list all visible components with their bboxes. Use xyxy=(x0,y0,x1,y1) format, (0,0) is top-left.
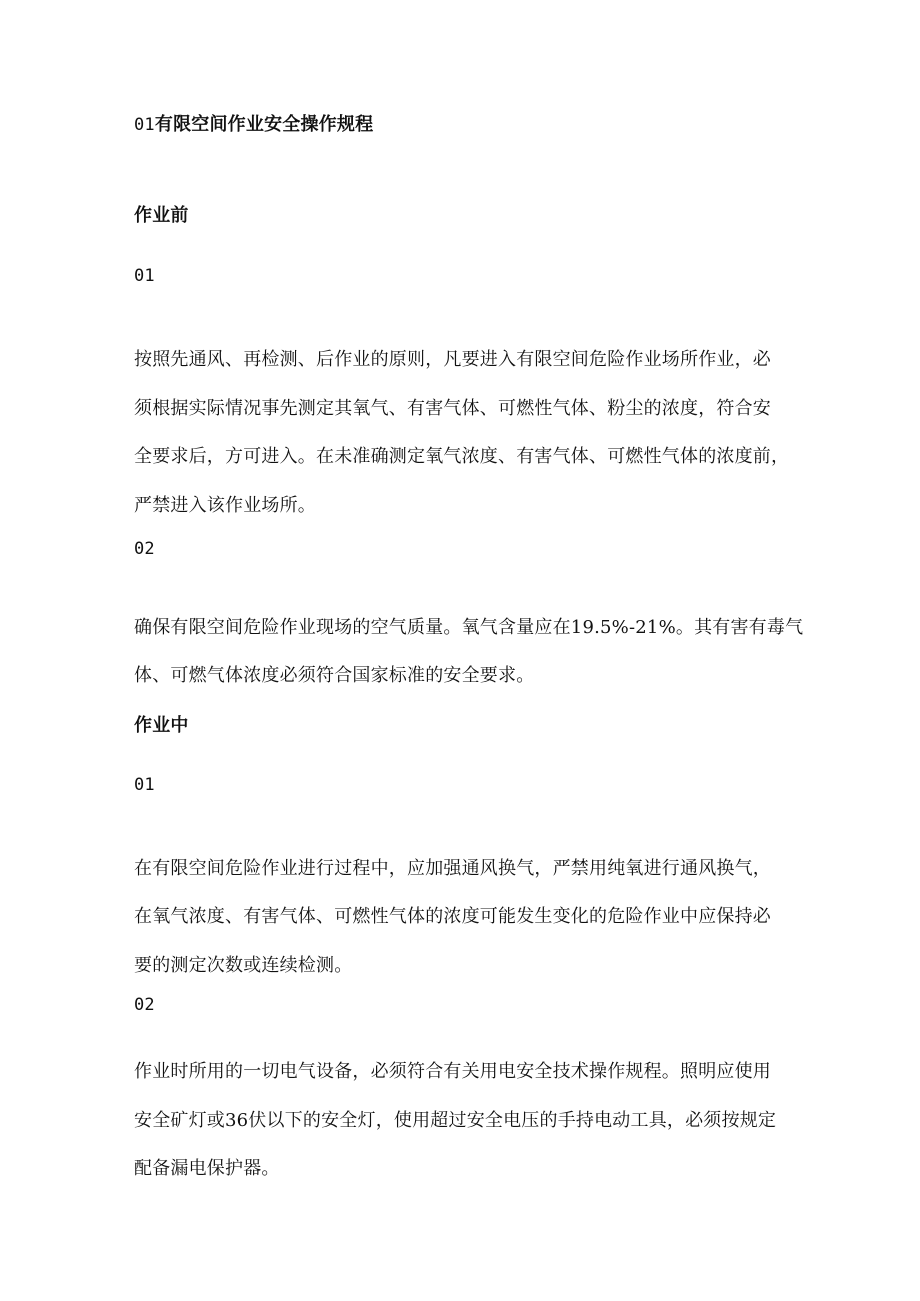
section-heading-during: 作业中 xyxy=(134,715,189,736)
paragraph-line: 体、可燃气体浓度必须符合国家标准的安全要求。 xyxy=(134,665,535,686)
title-prefix: 01 xyxy=(134,115,155,135)
paragraph-line: 安全矿灯或36伏以下的安全灯，使用超过安全电压的手持电动工具，必须按规定 xyxy=(134,1110,777,1131)
paragraph-line: 要的测定次数或连续检测。 xyxy=(134,955,353,976)
title-text: 有限空间作业安全操作规程 xyxy=(154,114,374,135)
document-title xyxy=(134,113,373,137)
paragraph-line: 在氧气浓度、有害气体、可燃性气体的浓度可能发生变化的危险作业中应保持必 xyxy=(134,906,771,927)
paragraph-line: 严禁进入该作业场所。 xyxy=(134,495,316,516)
paragraph-line: 须根据实际情况事先测定其氧气、有害气体、可燃性气体、粉尘的浓度，符合安 xyxy=(134,398,771,419)
item-number: 01 xyxy=(134,266,155,286)
section-heading-before: 作业前 xyxy=(134,205,189,226)
paragraph-line: 配备漏电保护器。 xyxy=(134,1158,280,1179)
paragraph-line: 按照先通风、再检测、后作业的原则，凡要进入有限空间危险作业场所作业，必 xyxy=(134,349,771,370)
item-number: 01 xyxy=(134,775,155,795)
paragraph-line: 作业时所用的一切电气设备，必须符合有关用电安全技术操作规程。照明应使用 xyxy=(134,1061,771,1082)
item-number: 02 xyxy=(134,539,155,559)
paragraph-line: 确保有限空间危险作业现场的空气质量。氧气含量应在19.5%-21%。其有害有毒气 xyxy=(134,617,804,638)
paragraph-line: 全要求后，方可进入。在未准确测定氧气浓度、有害气体、可燃性气体的浓度前， xyxy=(134,446,790,467)
item-number: 02 xyxy=(134,995,155,1015)
paragraph-line: 在有限空间危险作业进行过程中，应加强通风换气，严禁用纯氧进行通风换气， xyxy=(134,858,771,879)
